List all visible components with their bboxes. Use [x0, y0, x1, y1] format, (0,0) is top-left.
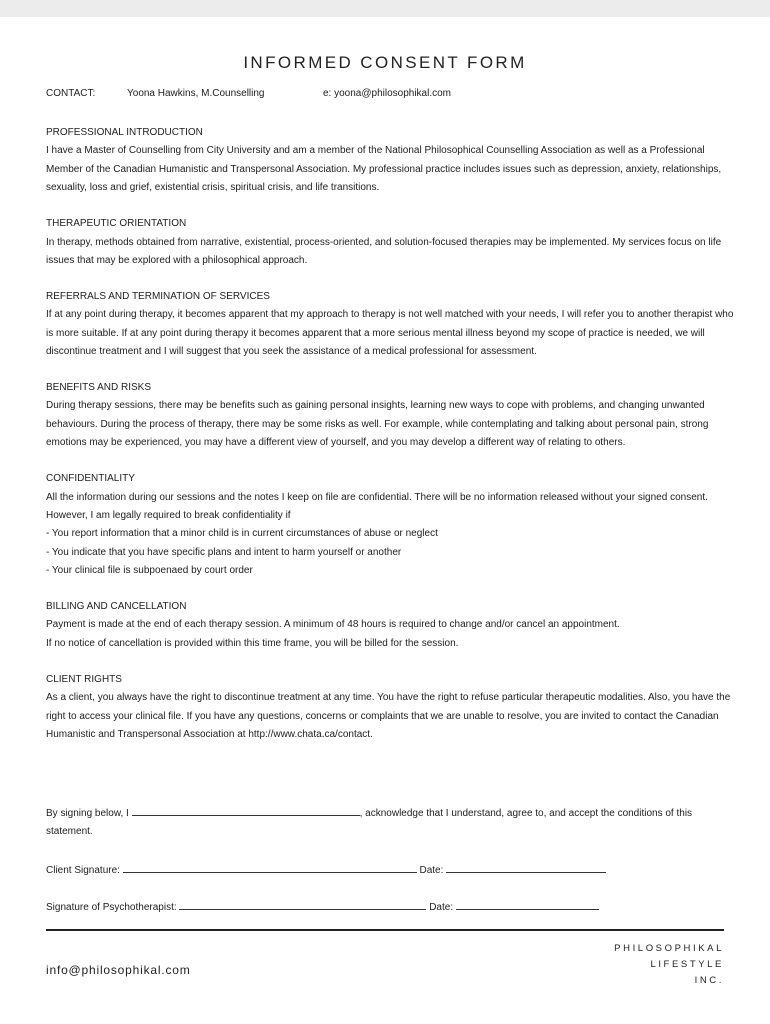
section-paragraph: I have a Master of Counselling from City University and am a member of the National Philosophical Counselling Association as well as a Professional Member of the Canadian Humanistic and Transpersonal Association. My professional practice includes issues such as depression, anxiety, relationships, sexuality, loss and grief, existential crisis, spiritual crisis, and life transitions.: [46, 145, 722, 194]
footer-divider: [46, 929, 724, 931]
section-heading: BENEFITS AND RISKS: [46, 381, 152, 393]
contact-email[interactable]: e: yoona@philosophikal.com: [323, 88, 452, 99]
section-paragraph: As a client, you always have the right to discontinue treatment at any time. You have the right to refuse particular therapeutic modalities. Also, you have the right to access your clinical file. If you have any questions, concerns or complaints that we are unable to resolve, you are invited to contact the Canadian Humanistic and Transpersonal Association at http://www.chata.ca/contact.: [46, 692, 731, 740]
client-date-field[interactable]: [446, 862, 606, 873]
section-paragraph: If no notice of cancellation is provided within this time frame, you will be billed for the session.: [46, 637, 459, 649]
brand-line: LIFESTYLE: [650, 959, 724, 970]
section-heading: PROFESSIONAL INTRODUCTION: [46, 127, 203, 138]
section-paragraph: If at any point during therapy, it becomes apparent that my approach to therapy is not well matched with your needs, I will refer you to another therapist who is more suitable. If at any point during therapy it becomes apparent that a more serious mental illness beyond my scope of practice is needed, we will discontinue treatment and I will suggest that you seek the assistance of a medical professional for assessment.: [46, 309, 734, 358]
section-paragraph: Payment is made at the end of each therapy session. A minimum of 48 hours is required to change and/or cancel an appointment.: [46, 619, 620, 631]
section-professional-introduction: [46, 124, 736, 198]
section-heading: BILLING AND CANCELLATION: [46, 601, 187, 613]
section-confidentiality: [46, 470, 736, 580]
brand-line: INC.: [694, 975, 724, 986]
section-paragraph: During therapy sessions, there may be benefits such as gaining personal insights, learning new ways to cope with problems, and changing unwanted behaviours. During the process of therapy, there may be some risks as well. For example, while contemplating and talking about personal pain, strong emotions may be experienced, you may have a different view of yourself, and you may develop a different way of relating to others.: [46, 400, 709, 449]
consent-sections: [46, 124, 736, 762]
section-paragraph: In therapy, methods obtained from narrative, existential, process-oriented, and solution-focused therapies may be implemented. My services focus on life issues that may be explored with a philosophical approach.: [46, 236, 722, 266]
section-client-rights: [46, 671, 736, 745]
therapist-date-label: Date:: [429, 902, 454, 913]
client-date-label: Date:: [419, 865, 444, 876]
contact-label: CONTACT:: [46, 88, 96, 99]
contact-name: Yoona Hawkins, M.Counselling: [127, 88, 265, 99]
section-benefits-and-risks: [46, 379, 736, 453]
section-heading: CLIENT RIGHTS: [46, 673, 122, 685]
therapist-date-field[interactable]: [456, 899, 599, 910]
therapist-signature-field[interactable]: [179, 899, 426, 910]
section-heading: REFERRALS AND TERMINATION OF SERVICES: [46, 290, 270, 302]
acknowledgement-prefix: By signing below, I: [46, 808, 129, 819]
brand-line: PHILOSOPHIKAL: [614, 943, 724, 954]
footer-email[interactable]: info@philosophikal.com: [46, 963, 191, 977]
client-signature-label: Client Signature:: [46, 865, 120, 876]
bullet-item: - Your clinical file is subpoenaed by court order: [46, 565, 253, 577]
section-heading: THERAPEUTIC ORIENTATION: [46, 218, 187, 230]
acknowledgement: [46, 805, 736, 842]
section-paragraph: All the information during our sessions and the notes I keep on file are confidential. There will be no information released without your signed consent. However, I am legally required to break confidentiality if: [46, 491, 708, 521]
acknowledgement-suffix: , acknowledge that I understand, agree to, and accept the conditions of this statement.: [46, 808, 693, 838]
bullet-item: - You report information that a minor child is in current circumstances of abuse or neglect: [46, 528, 438, 540]
client-signature-row: [46, 862, 606, 876]
brand-logo: [614, 941, 724, 989]
client-signature-field[interactable]: [123, 862, 417, 873]
section-heading: CONFIDENTIALITY: [46, 473, 135, 485]
section-therapeutic-orientation: [46, 215, 736, 270]
section-referrals-and-termination-of-services: [46, 288, 736, 362]
page-title: INFORMED CONSENT FORM: [243, 53, 527, 72]
section-billing-and-cancellation: [46, 598, 736, 653]
client-name-field[interactable]: [132, 805, 360, 816]
top-bar: [0, 0, 770, 17]
therapist-signature-label: Signature of Psychotherapist:: [46, 902, 177, 913]
therapist-signature-row: [46, 899, 599, 913]
bullet-item: - You indicate that you have specific plans and intent to harm yourself or another: [46, 546, 402, 558]
